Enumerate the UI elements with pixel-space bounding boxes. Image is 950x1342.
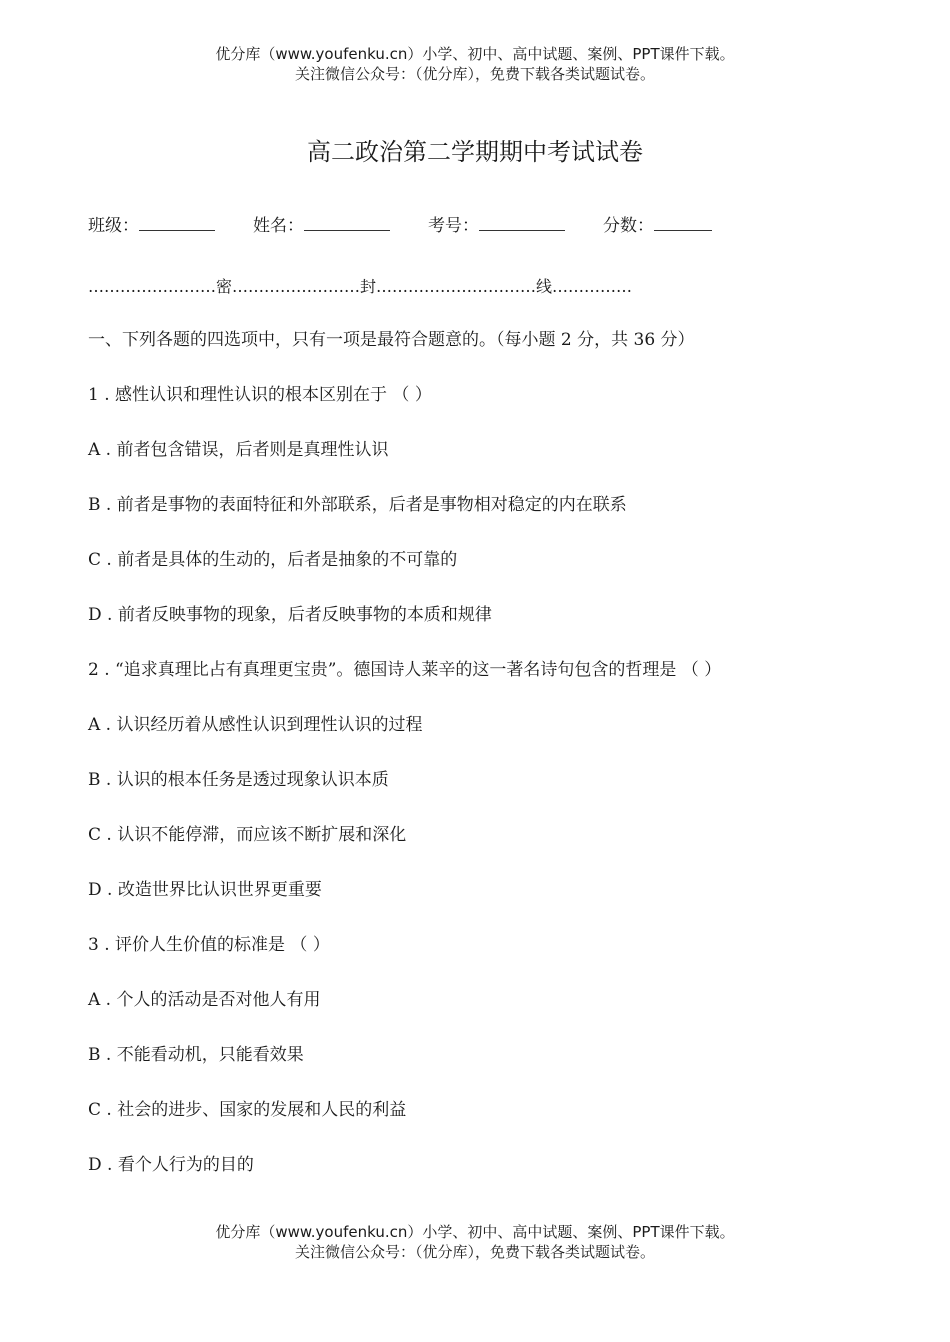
question-3-option-c: C . 社会的进步、国家的发展和人民的利益 xyxy=(88,1100,407,1120)
question-3-stem: 3 . 评价人生价值的标准是 （ ） xyxy=(88,935,330,955)
page-footer xyxy=(0,1222,950,1262)
header-line-2: 关注微信公众号：（优分库），免费下载各类试题试卷。 xyxy=(294,65,655,83)
question-2-option-c: C . 认识不能停滞，而应该不断扩展和深化 xyxy=(88,825,407,845)
question-1-option-a: A . 前者包含错误，后者则是真理性认识 xyxy=(88,440,389,460)
question-2-option-a: A . 认识经历着从感性认识到理性认识的过程 xyxy=(88,715,423,735)
section-1-heading: 一、下列各题的四选项中，只有一项是最符合题意的。（每小题 2 分，共 36 分） xyxy=(88,330,695,350)
question-1-option-b: B . 前者是事物的表面特征和外部联系，后者是事物相对稳定的内在联系 xyxy=(88,495,627,515)
seal-line: ……………………密……………………封…………………………线…………… xyxy=(88,277,632,296)
name-label: 姓名： xyxy=(253,216,304,236)
number-label: 考号： xyxy=(428,216,479,236)
question-3-option-b: B . 不能看动机，只能看效果 xyxy=(88,1045,304,1065)
question-2-stem: 2 . “追求真理比占有真理更宝贵”。德国诗人莱辛的这一著名诗句包含的哲理是 （ ） xyxy=(88,660,722,680)
score-label: 分数： xyxy=(603,216,654,236)
number-blank xyxy=(479,216,565,231)
name-blank xyxy=(304,216,390,231)
page-title: 高二政治第二学期期中考试试卷 xyxy=(307,138,643,166)
class-label: 班级： xyxy=(88,216,139,236)
question-2-option-d: D . 改造世界比认识世界更重要 xyxy=(88,880,322,900)
student-info-row xyxy=(88,214,712,238)
class-blank xyxy=(139,216,215,231)
question-2-option-b: B . 认识的根本任务是透过现象认识本质 xyxy=(88,770,389,790)
question-3-option-d: D . 看个人行为的目的 xyxy=(88,1155,254,1175)
question-1-option-d: D . 前者反映事物的现象，后者反映事物的本质和规律 xyxy=(88,605,492,625)
question-1-stem: 1 . 感性认识和理性认识的根本区别在于 （ ） xyxy=(88,385,432,405)
footer-line-2: 关注微信公众号：（优分库），免费下载各类试题试卷。 xyxy=(294,1243,655,1261)
footer-line-1: 优分库（www.youfenku.cn）小学、初中、高中试题、案例、PPT课件下载。 xyxy=(215,1223,735,1241)
question-3-option-a: A . 个人的活动是否对他人有用 xyxy=(88,990,321,1010)
header-line-1: 优分库（www.youfenku.cn）小学、初中、高中试题、案例、PPT课件下载。 xyxy=(215,45,735,63)
page-header xyxy=(0,44,950,84)
score-blank xyxy=(654,216,712,231)
question-1-option-c: C . 前者是具体的生动的，后者是抽象的不可靠的 xyxy=(88,550,458,570)
